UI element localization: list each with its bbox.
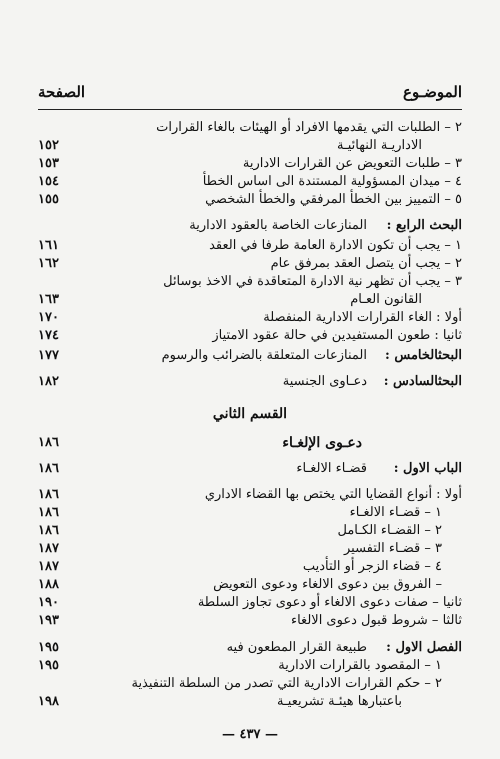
entry-title: القانون العـام <box>350 292 422 307</box>
entry-page: ١٩٥ <box>38 658 59 673</box>
entry-page: ١٧٧ <box>38 348 59 363</box>
entry-title: دعـاوى الجنسية <box>282 374 367 389</box>
toc-row <box>38 190 462 210</box>
toc-row <box>38 154 462 174</box>
entry-title: ٣ – يجب أن تظهر نية الادارة المتعاقدة في الاخذ بوسائل <box>163 274 462 289</box>
header-subject: الموضـوع <box>403 83 462 101</box>
toc-row <box>38 611 462 631</box>
toc-row <box>38 216 462 236</box>
entry-page: ١٨٦ <box>38 505 59 520</box>
entry-page: ١٥٢ <box>38 138 59 153</box>
entry-page: ١٨٨ <box>38 577 59 592</box>
toc-row <box>38 539 462 559</box>
entry-page: ١٥٤ <box>38 174 59 189</box>
entry-title: أولا : الغاء القرارات الادارية المنفصلة <box>263 310 462 325</box>
page-number: — ٤٣٧ — <box>221 727 278 742</box>
entry-title: ٣ – قضـاء التفسير <box>343 541 442 556</box>
section-label: الباب الاول : <box>393 461 462 476</box>
entry-title: ٣ – طلبات التعويض عن القرارات الادارية <box>242 156 462 171</box>
toc-row <box>38 503 462 523</box>
toc-row <box>38 521 462 541</box>
toc-row <box>38 674 462 694</box>
entry-title: باعتبارها هيئـة تشريعيـة <box>277 694 402 709</box>
section-label: البحثالخامس : <box>385 348 462 363</box>
entry-title: ٢ – القضـاء الكـامل <box>337 523 442 538</box>
entry-title: دعـوى الإلغـاء <box>282 435 362 451</box>
entry-title: ٢ – الطلبات التي يقدمها الافراد أو الهيئات بالغاء القرارات <box>156 120 462 135</box>
entry-title: الاداريـة النهائيـة <box>336 138 422 153</box>
toc-row <box>38 254 462 274</box>
entry-title: ٤ – ميدان المسؤولية المستندة الى اساس الخطأ <box>202 174 462 189</box>
section-label: الفصل الاول : <box>386 640 462 655</box>
toc-row <box>38 593 462 613</box>
entry-page: ١٩٠ <box>38 595 59 610</box>
entry-page: ١٩٨ <box>38 694 59 709</box>
toc-row <box>38 459 462 479</box>
entry-page: ١٧٠ <box>38 310 59 325</box>
toc-row <box>38 692 462 712</box>
toc-row <box>38 372 462 392</box>
section-label: البحثالسادس : <box>383 374 462 389</box>
entry-page: ١٩٥ <box>38 640 59 655</box>
entry-title: ١ – قضـاء الالغـاء <box>349 505 442 520</box>
entry-page: ١٥٣ <box>38 156 59 171</box>
entry-title: ٤ – قضاء الزجر أو التأديب <box>302 559 442 574</box>
entry-title: – الفروق بين دعوى الالغاء ودعوى التعويض <box>213 577 442 592</box>
entry-title: ٢ – حكم القرارات الادارية التي تصدر من السلطة التنفيذية <box>131 676 442 691</box>
entry-title: المنازعات المتعلقة بالضرائب والرسوم <box>161 348 367 363</box>
entry-page: ١٦٣ <box>38 292 59 307</box>
toc-row <box>38 656 462 676</box>
entry-title: ٥ – التمييز بين الخطأ المرفقي والخطأ الشخصي <box>205 192 462 207</box>
entry-title: ثالثا – شروط قبول دعوى الالغاء <box>290 613 462 628</box>
entry-title: ١ – يجب أن تكون الادارة العامة طرفا في العقد <box>209 238 462 253</box>
entry-page: ١٨٦ <box>38 435 59 450</box>
entry-page: ١٨٧ <box>38 541 59 556</box>
entry-page: ١٨٧ <box>38 559 59 574</box>
entry-title: ثانيا : طعون المستفيدين في حالة عقود الامتياز <box>212 328 462 343</box>
entry-title: المنازعات الخاصة بالعقود الادارية <box>189 218 367 233</box>
toc-row <box>38 236 462 256</box>
entry-title: قضـاء الالغـاء <box>296 461 367 476</box>
toc-row <box>38 326 462 346</box>
toc-row <box>38 290 462 310</box>
entry-page: ١٨٦ <box>38 461 59 476</box>
toc-row <box>38 136 462 156</box>
toc-row <box>38 638 462 658</box>
entry-page: ١٨٦ <box>38 523 59 538</box>
header-page: الصفحة <box>38 83 86 101</box>
toc-row <box>38 272 462 292</box>
header-rule <box>38 109 462 110</box>
entry-page: ١٨٦ <box>38 487 59 502</box>
entry-title: أولا : أنواع القضايا التي يختص بها القضاء الاداري <box>204 487 462 502</box>
toc-row <box>38 433 462 453</box>
entry-page: ١٨٢ <box>38 374 59 389</box>
entry-page: ١٦١ <box>38 238 59 253</box>
entry-title: ١ – المقصود بالقرارات الادارية <box>278 658 442 673</box>
entry-page: ١٦٢ <box>38 256 59 271</box>
part-title: القسم الثاني <box>212 406 288 422</box>
toc-row <box>38 485 462 505</box>
toc-row <box>38 308 462 328</box>
toc-row <box>38 346 462 366</box>
toc-row <box>38 557 462 577</box>
entry-title: طبيعة القرار المطعون فيه <box>226 640 367 655</box>
toc-row <box>38 118 462 138</box>
entry-page: ١٥٥ <box>38 192 59 207</box>
entry-title: ثانيا – صفات دعوى الالغاء أو دعوى تجاوز السلطة <box>197 595 462 610</box>
toc-row <box>38 172 462 192</box>
entry-title: ٢ – يجب أن يتصل العقد بمرفق عام <box>270 256 462 271</box>
toc-row <box>38 575 462 595</box>
toc-header <box>38 83 462 105</box>
entry-page: ١٩٣ <box>38 613 59 628</box>
section-label: البحث الرابع : <box>386 218 462 233</box>
entry-page: ١٧٤ <box>38 328 59 343</box>
